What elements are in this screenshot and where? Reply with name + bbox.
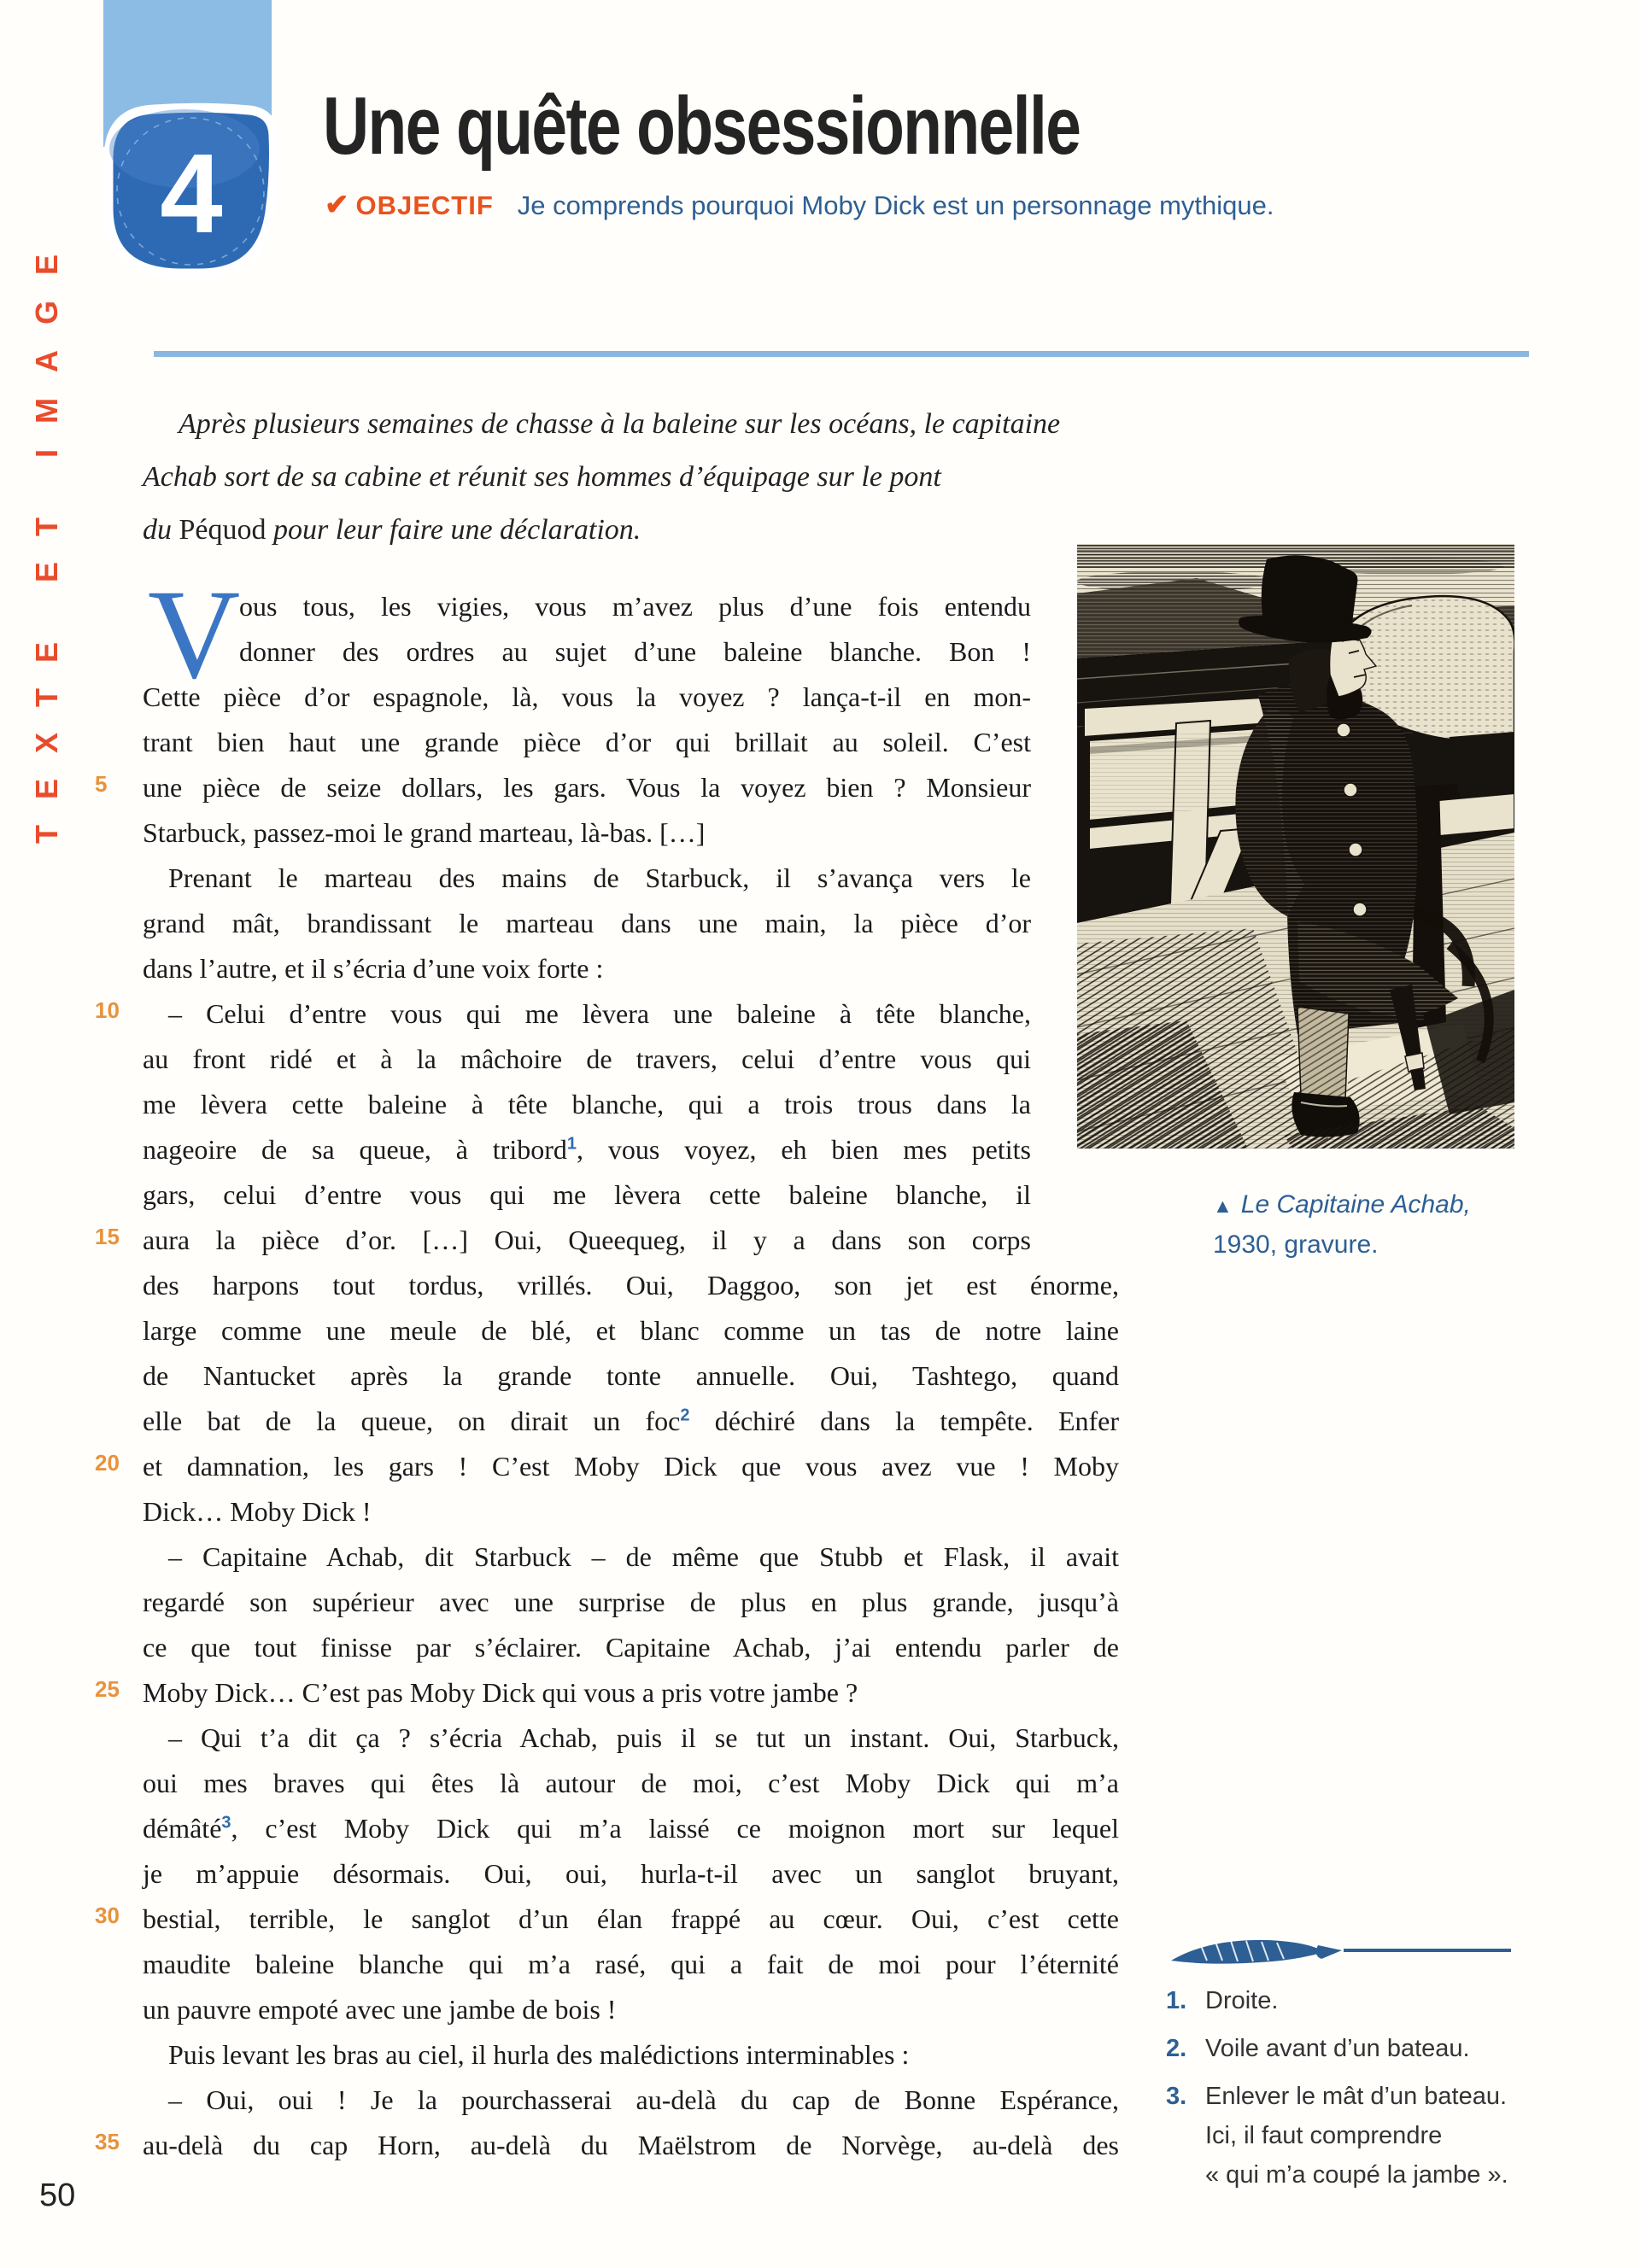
line-number: 35 <box>95 2129 120 2154</box>
ship-name: Péquod <box>179 514 266 546</box>
text-line: 10 – Celui d’entre vous qui me lèvera une baleine à tête blanche, <box>95 997 1031 1029</box>
intro-line <box>143 398 1133 451</box>
text-line: gars, celui d’entre vous qui me lèvera cette baleine blanche, il <box>143 1179 1031 1210</box>
note-reference: 3 <box>221 1813 231 1833</box>
page-number: 50 <box>39 2177 76 2213</box>
text-line: ous tous, les vigies, vous m’avez plus d’une fois entendu <box>239 591 1031 622</box>
caption-triangle-icon: ▲ <box>1213 1195 1233 1217</box>
drop-cap: V <box>148 564 241 705</box>
intro-line <box>143 504 1133 557</box>
footnote-number: 1. <box>1166 1987 1187 2014</box>
objective-label: OBJECTIF <box>355 190 494 220</box>
line-number: 15 <box>95 1224 120 1249</box>
text-line: dans l’autre, et il s’écria d’une voix forte : <box>143 953 604 984</box>
objective-row <box>325 188 1274 222</box>
footnote <box>1166 2077 1576 2195</box>
text-line: – Capitaine Achab, dit Starbuck – de même que Stubb et Flask, il avait <box>168 1541 1119 1572</box>
text-line: maudite baleine blanche qui m’a rasé, qui a fait de moi pour l’éternité <box>143 1949 1119 1979</box>
line-number: 25 <box>95 1676 120 1702</box>
text-line: des harpons tout tordus, vrillés. Oui, Daggoo, son jet est énorme, <box>143 1270 1119 1301</box>
line-number: 5 <box>95 771 108 797</box>
body-text <box>95 564 1119 2168</box>
page-title: Une quête obsessionnelle <box>323 80 1081 172</box>
check-icon: ✔ <box>325 189 349 221</box>
text-line: trant bien haut une grande pièce d’or qui brillait au soleil. C’est <box>143 727 1031 757</box>
footnote <box>1166 2029 1576 2068</box>
footnote-number: 2. <box>1166 2035 1187 2062</box>
intro-text: du <box>143 514 179 546</box>
text-line: large comme une meule de blé, et blanc comme un tas de notre laine <box>143 1315 1119 1346</box>
intro-text: Achab sort de sa cabine et réunit ses hommes d’équipage sur le pont <box>143 461 941 493</box>
chapter-number: 4 <box>160 131 223 256</box>
ahab-engraving-figure <box>1077 544 1514 1149</box>
text-line: regardé son supérieur avec une surprise de plus en plus grande, jusqu’à <box>143 1587 1119 1617</box>
body-lines <box>95 584 1119 2168</box>
text-line: – Qui t’a dit ça ? s’écria Achab, puis il se tut un instant. Oui, Starbuck, <box>168 1722 1119 1753</box>
text-line: nageoire de sa queue, à tribord$^1$, vous voyez, eh bien mes petits <box>143 1134 1032 1165</box>
quill-icon <box>1166 1926 1516 1971</box>
footnote-text: Droite. <box>1205 1987 1279 2014</box>
text-line: ce que tout finisse par s’éclairer. Capitaine Achab, j’ai entendu parler de <box>143 1632 1119 1663</box>
text-line: Puis levant les bras au ciel, il hurla des malédictions interminables : <box>168 2039 910 2070</box>
text-line: 5 une pièce de seize dollars, les gars. Vous la voyez bien ? Monsieur <box>95 771 1031 803</box>
text-line: donner des ordres au sujet d’une baleine blanche. Bon ! <box>239 636 1031 667</box>
caption-title: Le Capitaine Achab, <box>1240 1190 1471 1219</box>
intro-paragraph <box>143 398 1133 557</box>
text-line: au front ridé et à la mâchoire de travers, celui d’entre vous qui <box>143 1043 1031 1074</box>
text-line: un pauvre empoté avec une jambe de bois ! <box>143 1994 617 2025</box>
line-number: 20 <box>95 1450 120 1476</box>
text-line: me lèvera cette baleine à tête blanche, qui a trois trous dans la <box>143 1089 1031 1119</box>
text-line: Cette pièce d’or espagnole, là, vous la voyez ? lança-t-il en mon- <box>143 681 1031 712</box>
text-line: 30 bestial, terrible, le sanglot d’un élan frappé au cœur. Oui, c’est cette <box>95 1903 1119 1934</box>
footnote-text: Enlever le mât d’un bateau. Ici, il faut comprendre « qui m’a coupé la jambe ». <box>1205 2083 1508 2189</box>
image-caption <box>1213 1185 1529 1264</box>
text-line: 15 aura la pièce d’or. […] Oui, Queequeg, il y a dans son corps <box>95 1224 1031 1255</box>
footnote-text: Voile avant d’un bateau. <box>1205 2035 1470 2062</box>
text-line: elle bat de la queue, on dirait un foc$^2$ déchiré dans la tempête. Enfer <box>143 1406 1119 1436</box>
objective-text: Je comprends pourquoi Moby Dick est un personnage mythique. <box>517 190 1274 220</box>
text-line: 20 et damnation, les gars ! C’est Moby Dick que vous avez vue ! Moby <box>95 1450 1119 1482</box>
line-number: 30 <box>95 1903 120 1928</box>
ahab-engraving <box>1077 544 1514 1149</box>
text-line: grand mât, brandissant le marteau dans une main, la pièce d’or <box>143 908 1031 938</box>
section-vertical-label: TEXTE ET IMAGE <box>29 228 64 844</box>
text-line: 35 au-delà du cap Horn, au-delà du Maëlstrom de Norvège, au-delà des <box>95 2129 1119 2160</box>
intro-line <box>143 451 1133 504</box>
chapter-badge <box>91 82 292 294</box>
intro-text: Après plusieurs semaines de chasse à la baleine sur les océans, le capitaine <box>179 408 1061 440</box>
header-divider <box>154 351 1529 357</box>
footnotes-list <box>1166 1981 1576 2203</box>
note-reference: 2 <box>680 1406 690 1425</box>
text-line: je m’appuie désormais. Oui, oui, hurla-t-il avec un sanglot bruyant, <box>143 1858 1119 1889</box>
text-line: 25 Moby Dick… C’est pas Moby Dick qui vous a pris votre jambe ? <box>95 1676 858 1708</box>
text-line: – Oui, oui ! Je la pourchasserai au-delà du cap de Bonne Espérance, <box>168 2084 1119 2115</box>
footnote-number: 3. <box>1166 2083 1187 2110</box>
text-line: Starbuck, passez-moi le grand marteau, là-bas. […] <box>143 817 706 848</box>
caption-subtitle: 1930, gravure. <box>1213 1230 1379 1259</box>
text-line: de Nantucket après la grande tonte annuelle. Oui, Tashtego, quand <box>143 1360 1119 1391</box>
line-number: 10 <box>95 997 120 1023</box>
intro-text: pour leur faire une déclaration. <box>266 514 641 546</box>
text-line: Dick… Moby Dick ! <box>143 1496 372 1527</box>
caption-line-1 <box>1213 1185 1529 1225</box>
footnote <box>1166 1981 1576 2020</box>
text-line: démâté$^3$, c’est Moby Dick qui m’a laissé ce moignon mort sur lequel <box>143 1813 1119 1844</box>
text-line: oui mes braves qui êtes là autour de moi, c’est Moby Dick qui m’a <box>143 1768 1119 1798</box>
text-line: Prenant le marteau des mains de Starbuck, il s’avança vers le <box>168 862 1031 893</box>
note-reference: 1 <box>566 1134 577 1154</box>
footnote-divider-line <box>1344 1949 1511 1952</box>
